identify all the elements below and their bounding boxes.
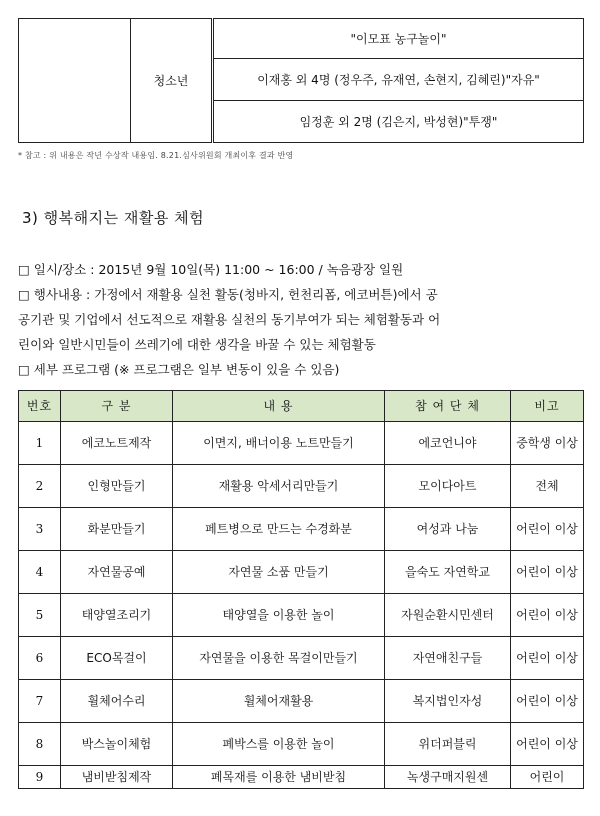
winners-category: 청소년 xyxy=(131,19,213,143)
section-title: 3) 행복해지는 재활용 체험 xyxy=(22,209,205,227)
row-category: ECO목걸이 xyxy=(61,637,173,680)
header-category: 구 분 xyxy=(61,391,173,422)
reference-note: * 참고 : 위 내용은 작년 수상작 내용임. 8.21.심사위원회 개최이후 결과 반영 xyxy=(18,151,294,160)
row-no: 6 xyxy=(19,637,61,680)
table-row xyxy=(19,508,584,551)
row-category: 휠체어수리 xyxy=(61,680,173,723)
table-row xyxy=(19,551,584,594)
row-category: 박스놀이체험 xyxy=(61,723,173,766)
winners-table xyxy=(18,18,584,143)
row-org: 여성과 나눔 xyxy=(385,508,511,551)
winner-row: "이모표 농구놀이" xyxy=(213,19,584,59)
row-category: 자연물공예 xyxy=(61,551,173,594)
table-row xyxy=(19,594,584,637)
row-no: 1 xyxy=(19,422,61,465)
winner-row: 이재홍 외 4명 (정우주, 유재연, 손현지, 김혜린)"자유" xyxy=(213,59,584,101)
row-no: 2 xyxy=(19,465,61,508)
header-content: 내 용 xyxy=(173,391,385,422)
row-content: 자연물을 이용한 목걸이만들기 xyxy=(173,637,385,680)
row-content: 폐박스를 이용한 놀이 xyxy=(173,723,385,766)
table-row xyxy=(19,465,584,508)
program-label: □ 세부 프로그램 (※ 프로그램은 일부 변동이 있을 수 있음) xyxy=(18,362,340,377)
row-category: 에코노트제작 xyxy=(61,422,173,465)
row-content: 이면지, 배너이용 노트만들기 xyxy=(173,422,385,465)
row-org: 에코언니야 xyxy=(385,422,511,465)
table-row xyxy=(19,680,584,723)
row-org: 위더퍼블릭 xyxy=(385,723,511,766)
row-no: 3 xyxy=(19,508,61,551)
row-no: 4 xyxy=(19,551,61,594)
row-note: 어린이 이상 xyxy=(511,723,584,766)
row-no: 9 xyxy=(19,766,61,789)
row-content: 휠체어재활용 xyxy=(173,680,385,723)
row-content: 폐목재를 이용한 냄비받침 xyxy=(173,766,385,789)
table-header-row xyxy=(19,391,584,422)
schedule-line: □ 일시/장소 : 2015년 9월 10일(목) 11:00 ~ 16:00 / 녹음광장 일원 xyxy=(18,262,404,277)
row-org: 복지법인자성 xyxy=(385,680,511,723)
table-row xyxy=(19,723,584,766)
header-org: 참 여 단 체 xyxy=(385,391,511,422)
activity-line: 공기관 및 기업에서 선도적으로 재활용 실천의 동기부여가 되는 체험활동과 어 xyxy=(18,312,441,327)
row-content: 태양열을 이용한 놀이 xyxy=(173,594,385,637)
activity-line: 린이와 일반시민들이 쓰레기에 대한 생각을 바꿀 수 있는 체험활동 xyxy=(18,337,376,352)
row-category: 냄비받침제작 xyxy=(61,766,173,789)
row-note: 어린이 이상 xyxy=(511,637,584,680)
row-note: 중학생 이상 xyxy=(511,422,584,465)
row-category: 화분만들기 xyxy=(61,508,173,551)
row-org: 자원순환시민센터 xyxy=(385,594,511,637)
row-org: 자연애친구들 xyxy=(385,637,511,680)
event-info xyxy=(18,257,588,382)
row-note: 어린이 xyxy=(511,766,584,789)
activity-line: □ 행사내용 : 가정에서 재활용 실천 활동(청바지, 헌천리폼, 에코버튼)에서 공 xyxy=(18,287,438,302)
row-content: 자연물 소품 만들기 xyxy=(173,551,385,594)
row-org: 모이다아트 xyxy=(385,465,511,508)
row-org: 녹생구매지원센 xyxy=(385,766,511,789)
row-note: 어린이 이상 xyxy=(511,551,584,594)
row-content: 재활용 악세서리만들기 xyxy=(173,465,385,508)
row-org: 을숙도 자연학교 xyxy=(385,551,511,594)
program-table xyxy=(18,390,584,789)
row-content: 페트병으로 만드는 수경화분 xyxy=(173,508,385,551)
row-note: 어린이 이상 xyxy=(511,680,584,723)
table-row xyxy=(19,422,584,465)
row-no: 5 xyxy=(19,594,61,637)
winners-empty-cell xyxy=(19,19,131,143)
winner-row: 임정훈 외 2명 (김은지, 박성현)"투쟁" xyxy=(213,101,584,143)
row-no: 7 xyxy=(19,680,61,723)
row-note: 어린이 이상 xyxy=(511,508,584,551)
table-row xyxy=(19,637,584,680)
header-no: 번호 xyxy=(19,391,61,422)
row-note: 어린이 이상 xyxy=(511,594,584,637)
row-category: 인형만들기 xyxy=(61,465,173,508)
row-no: 8 xyxy=(19,723,61,766)
row-category: 태양열조리기 xyxy=(61,594,173,637)
header-note: 비고 xyxy=(511,391,584,422)
row-note: 전체 xyxy=(511,465,584,508)
table-row xyxy=(19,766,584,789)
